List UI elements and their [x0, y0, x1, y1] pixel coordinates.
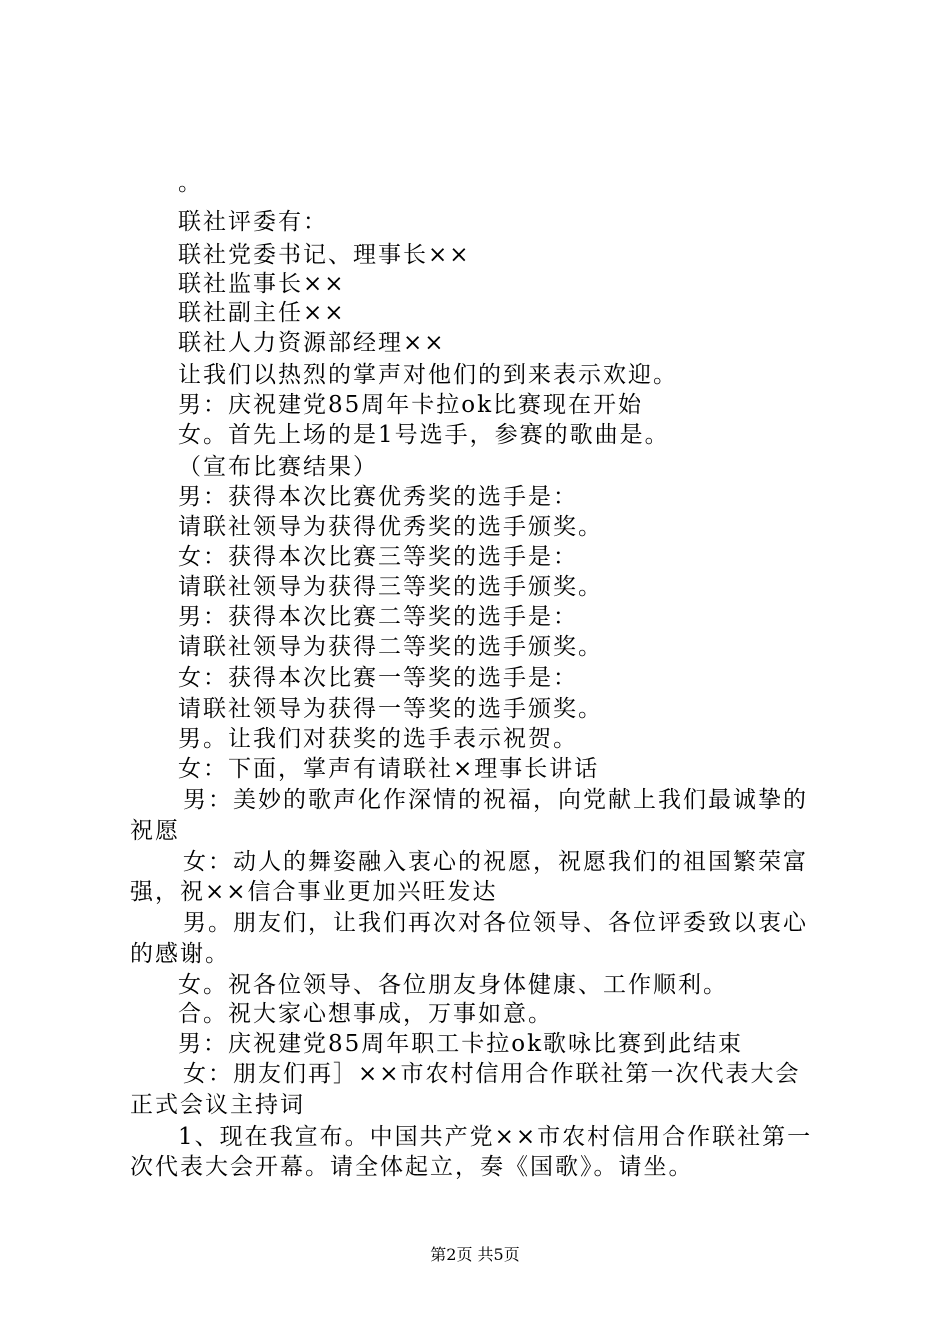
text-line: 联社评委有：: [178, 209, 328, 235]
text-line: 祝愿: [130, 818, 180, 844]
text-line: 女：下面，掌声有请联社×理事长讲话: [178, 756, 600, 782]
text-line: 联社监事长××: [178, 271, 346, 297]
text-line: 让我们以热烈的掌声对他们的到来表示欢迎。: [178, 362, 678, 388]
text-line: 请联社领导为获得三等奖的选手颁奖。: [178, 574, 603, 600]
text-line: 男。让我们对获奖的选手表示祝贺。: [178, 726, 578, 752]
text-line: 女：获得本次比赛一等奖的选手是：: [178, 665, 578, 691]
text-line: 男：获得本次比赛优秀奖的选手是：: [178, 484, 578, 510]
text-line: 男：美妙的歌声化作深情的祝福，向党献上我们最诚挚的: [183, 787, 808, 813]
text-line: 联社副主任××: [178, 300, 346, 326]
text-line: 合。祝大家心想事成，万事如意。: [178, 1001, 553, 1027]
text-line: 男。朋友们，让我们再次对各位领导、各位评委致以衷心: [183, 910, 808, 936]
text-line: 女：动人的舞姿融入衷心的祝愿，祝愿我们的祖国繁荣富: [183, 849, 808, 875]
text-line: 请联社领导为获得优秀奖的选手颁奖。: [178, 514, 603, 540]
text-line: 正式会议主持词: [130, 1092, 305, 1118]
text-line: 男：庆祝建党85周年职工卡拉ok歌咏比赛到此结束: [178, 1031, 744, 1057]
page-footer: 第2页 共5页: [430, 1245, 520, 1264]
text-line: 次代表大会开幕。请全体起立，奏《国歌》。请坐。: [130, 1154, 694, 1180]
text-line: 男：获得本次比赛二等奖的选手是：: [178, 604, 578, 630]
text-line: 女。祝各位领导、各位朋友身体健康、工作顺利。: [178, 972, 728, 998]
text-line: 女：获得本次比赛三等奖的选手是：: [178, 544, 578, 570]
text-line: （宣布比赛结果）: [178, 454, 378, 480]
text-line: 。: [178, 170, 203, 196]
text-line: 女。首先上场的是1号选手，参赛的歌曲是。: [178, 422, 670, 448]
text-line: 请联社领导为获得一等奖的选手颁奖。: [178, 696, 603, 722]
text-line: 强，祝××信合事业更加兴旺发达: [130, 879, 498, 905]
text-line: 女：朋友们再］××市农村信用合作联社第一次代表大会: [183, 1061, 801, 1087]
text-line: 联社人力资源部经理××: [178, 330, 446, 356]
text-line: 的感谢。: [130, 941, 230, 967]
text-line: 1、现在我宣布。中国共产党××市农村信用合作联社第一: [178, 1124, 813, 1150]
text-line: 男：庆祝建党85周年卡拉ok比赛现在开始: [178, 392, 644, 418]
text-line: 请联社领导为获得二等奖的选手颁奖。: [178, 634, 603, 660]
text-line: 联社党委书记、理事长××: [178, 242, 471, 268]
